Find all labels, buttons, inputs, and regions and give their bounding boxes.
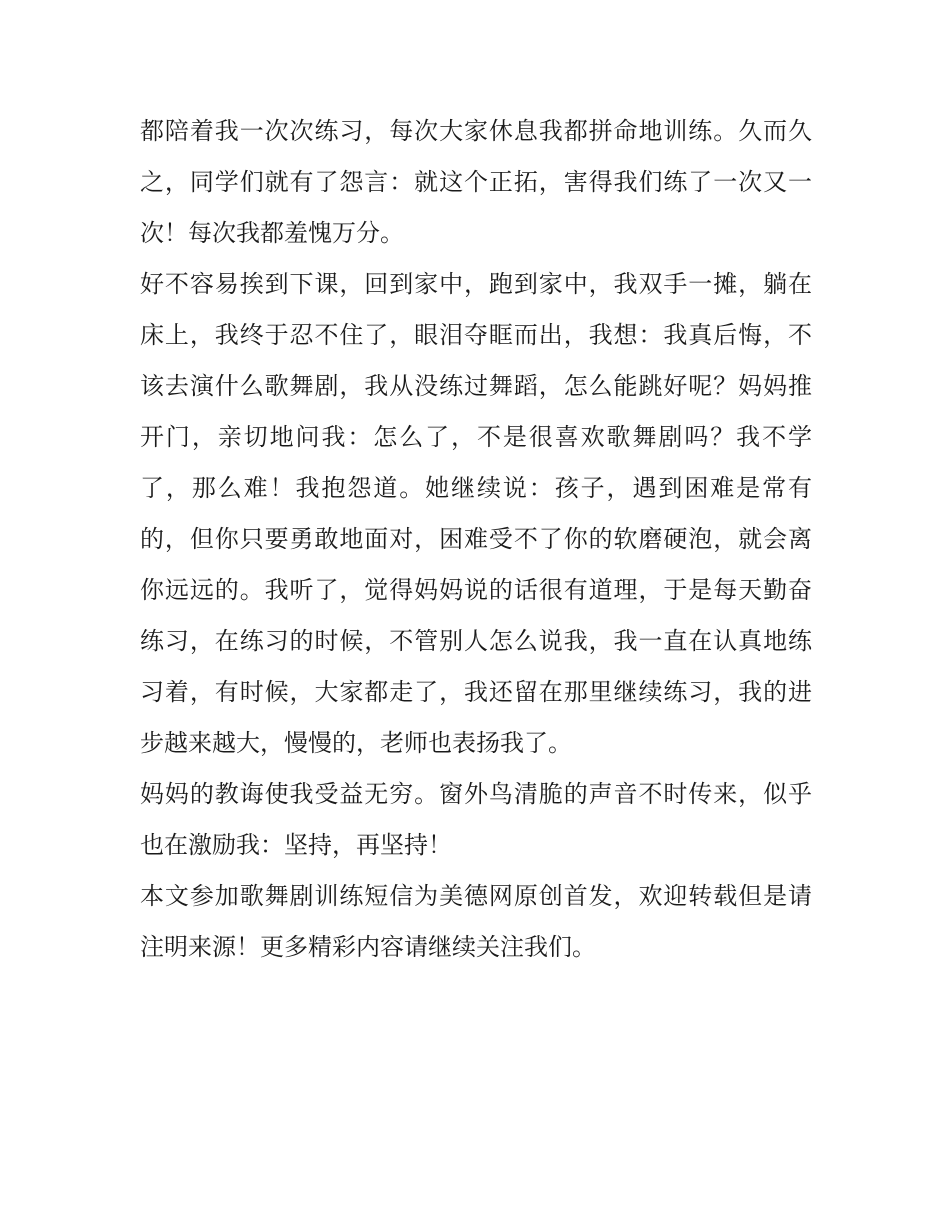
text-line: 该去演什么歌舞剧，我从没练过舞蹈，怎么能跳好呢？妈妈推 xyxy=(140,372,812,400)
text-line: 开门，亲切地问我：怎么了，不是很喜欢歌舞剧吗？我不学 xyxy=(140,423,812,451)
text-line: 都陪着我一次次练习，每次大家休息我都拼命地训练。久而久 xyxy=(140,117,812,145)
text-line: 了，那么难！我抱怨道。她继续说：孩子，遇到困难是常有 xyxy=(140,474,812,502)
text-line: 注明来源！更多精彩内容请继续关注我们。 xyxy=(140,933,596,961)
text-line: 练习，在练习的时候，不管别人怎么说我，我一直在认真地练 xyxy=(140,627,812,655)
article-body xyxy=(140,106,812,973)
text-line: 你远远的。我听了，觉得妈妈说的话很有道理，于是每天勤奋 xyxy=(140,576,812,604)
text-line: 妈妈的教诲使我受益无穷。窗外鸟清脆的声音不时传来，似乎 xyxy=(140,780,812,808)
text-line: 也在激励我：坚持，再坚持！ xyxy=(140,831,452,859)
text-line: 好不容易挨到下课，回到家中，跑到家中，我双手一摊，躺在 xyxy=(140,270,812,298)
text-line: 床上，我终于忍不住了，眼泪夺眶而出，我想：我真后悔，不 xyxy=(140,321,812,349)
text-line: 习着，有时候，大家都走了，我还留在那里继续练习，我的进 xyxy=(140,678,812,706)
text-line: 之，同学们就有了怨言：就这个正拓，害得我们练了一次又一 xyxy=(140,168,812,196)
text-line: 的，但你只要勇敢地面对，困难受不了你的软磨硬泡，就会离 xyxy=(140,525,812,553)
text-line: 本文参加歌舞剧训练短信为美德网原创首发，欢迎转载但是请 xyxy=(140,882,812,910)
text-line: 步越来越大，慢慢的，老师也表扬我了。 xyxy=(140,729,572,757)
text-line: 次！每次我都羞愧万分。 xyxy=(140,219,404,247)
